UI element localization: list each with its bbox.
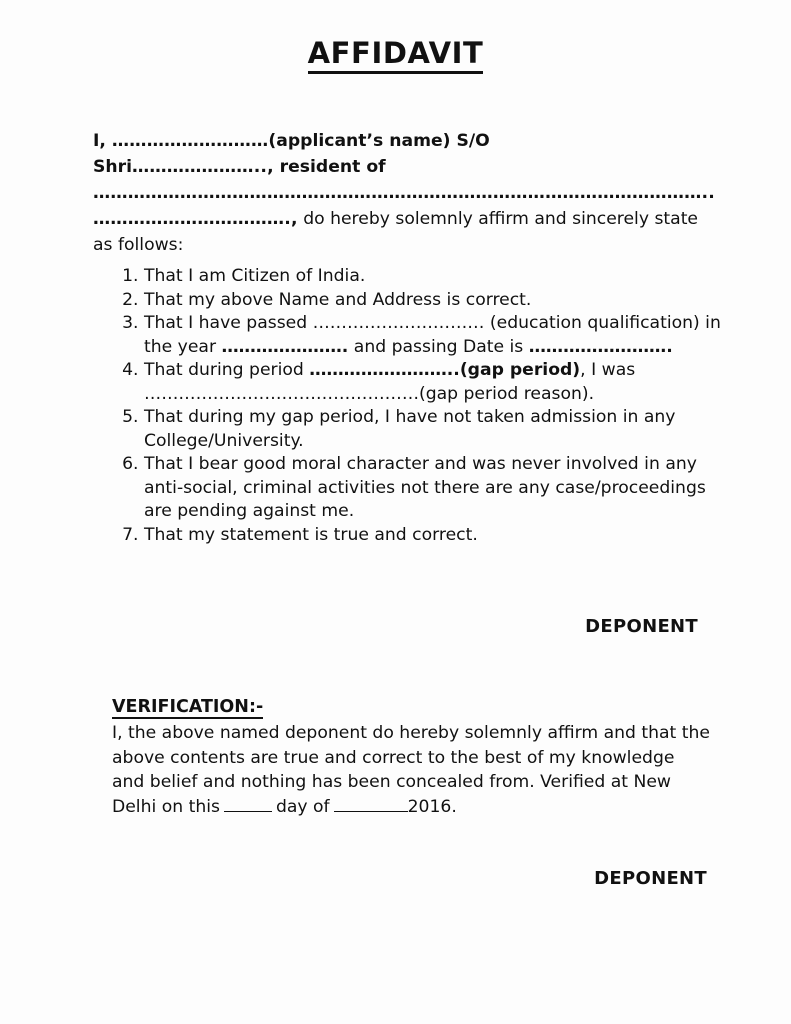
statement-item-2: [144, 289, 724, 313]
verification-heading: VERIFICATION:-: [112, 697, 263, 719]
verification-blank-day[interactable]: [224, 811, 272, 812]
statement-item-6: [144, 453, 724, 524]
intro-line-4: [93, 206, 701, 258]
verification-text-part1: I, the above named deponent do hereby solemnly affirm and that the above contents are true and correct to the best of my knowledge and belief and nothing has been concealed from. Verified at New Delhi on this: [112, 723, 710, 817]
statement-3-part-4: ………………….: [221, 336, 349, 357]
verification-text-part2: day of: [275, 796, 330, 817]
statement-item-5: [144, 406, 724, 453]
intro-line4-dots: …………………………….,: [93, 209, 298, 229]
statement-4-part-2: ……………………..(gap period): [309, 360, 581, 380]
statement-3-part-5: and passing Date is: [348, 336, 529, 357]
statements-list: [118, 265, 724, 547]
statement-7-part-1: That my statement is true and correct.: [144, 524, 478, 545]
statement-1-part-1: That I am Citizen of India.: [144, 266, 366, 286]
verification-blank-month[interactable]: [334, 811, 408, 812]
intro-line-1: [93, 128, 701, 154]
verification-text-part3: 2016.: [407, 796, 457, 817]
statement-4-part-3: , I was …………………………………………(gap period reason).: [144, 360, 636, 404]
intro-line3-dots: ……………………………………………………………………………………………..: [93, 183, 716, 203]
statement-6-part-1: That I bear good moral character and was never involved in any anti-social, criminal activities not there are any case/proceedings are pending against me.: [144, 454, 706, 521]
intro-line-2: [93, 154, 701, 180]
statement-item-7: [144, 524, 724, 548]
intro-line1-suffix: (applicant’s name) S/O: [268, 131, 490, 151]
intro-line2-dots: …………………..: [131, 157, 268, 177]
intro-line-3: [93, 180, 716, 206]
statement-2-part-1: That my above Name and Address is correct.: [144, 289, 532, 310]
statement-4-part-1: That during period: [144, 360, 310, 380]
page-title-container: [0, 38, 791, 74]
verification-paragraph: [112, 721, 712, 819]
intro-line1-prefix: I,: [93, 131, 112, 151]
deponent-signature-1: DEPONENT: [585, 616, 698, 637]
intro-paragraph: [93, 128, 716, 258]
intro-line2-suffix: , resident of: [267, 157, 386, 177]
intro-line4-text: do hereby solemnly affirm and sincerely state as follows:: [93, 209, 699, 255]
statement-3-part-2: …………………………: [312, 313, 485, 333]
statement-item-4: [144, 359, 724, 406]
statement-5-part-1: That during my gap period, I have not taken admission in any College/University.: [144, 407, 676, 451]
statement-3-part-6: …………………….: [528, 336, 673, 357]
statement-item-1: [144, 265, 724, 289]
intro-line2-prefix: Shri: [93, 157, 132, 177]
statement-item-3: [144, 312, 724, 359]
deponent-signature-2: DEPONENT: [594, 868, 707, 889]
intro-line1-dots: ………………………: [111, 131, 269, 151]
page-title: AFFIDAVIT: [308, 38, 484, 74]
statement-3-part-3: (education qualification) in the year: [144, 313, 721, 357]
statement-3-part-1: That I have passed: [144, 313, 313, 333]
